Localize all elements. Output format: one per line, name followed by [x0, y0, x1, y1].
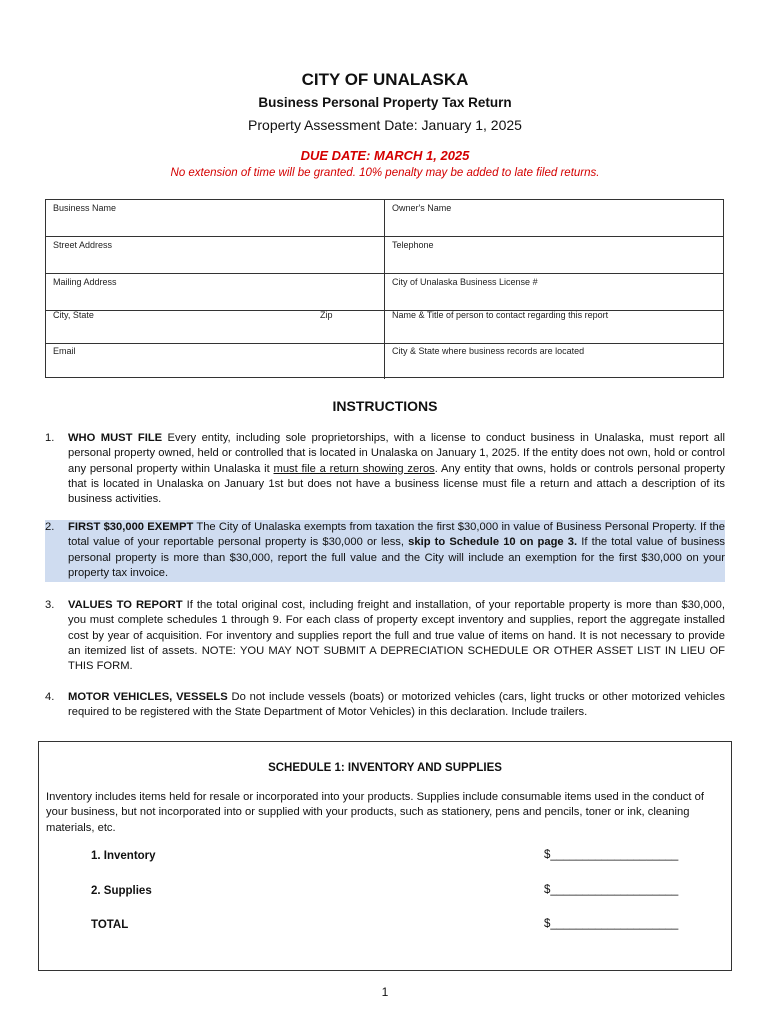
records-location-label: City & State where business records are located: [392, 346, 585, 356]
item-body: [68, 690, 725, 721]
item-text: Every entity, including sole proprietorships, with a license to conduct business in Unalaska, must report all personal property owned, held or controlled that is located in Unalaska on January 1, 2025. If the entity does not own, hold or control any personal property within Unalaska it: [68, 432, 725, 475]
instruction-item-2: [45, 520, 725, 582]
mailing-address-field[interactable]: [46, 274, 384, 310]
telephone-label: Telephone: [392, 240, 434, 250]
item-underline-text: must file a return showing zeros: [273, 462, 435, 475]
license-label: City of Unalaska Business License #: [392, 277, 538, 287]
instruction-item-1: [45, 431, 725, 507]
item-title: VALUES TO REPORT: [68, 599, 183, 611]
item-title: FIRST $30,000 EXEMPT: [68, 521, 194, 533]
supplies-amount-field[interactable]: $____________________: [544, 884, 679, 896]
item-number: 4.: [45, 691, 55, 703]
info-row-3: [46, 274, 723, 311]
business-name-field[interactable]: [46, 200, 384, 236]
item-title: WHO MUST FILE: [68, 432, 163, 444]
supplies-label: 2. Supplies: [91, 885, 152, 897]
no-extension-notice: No extension of time will be granted. 10% penalty may be added to late filed returns.: [170, 167, 600, 179]
item-body: [68, 520, 725, 581]
street-address-field[interactable]: [46, 237, 384, 273]
total-label: TOTAL: [91, 919, 129, 931]
records-location-field[interactable]: [384, 343, 723, 379]
info-row-5: [46, 343, 723, 379]
item-title: MOTOR VEHICLES, VESSELS: [68, 691, 228, 703]
info-row-1: [46, 200, 723, 237]
owners-name-field[interactable]: [384, 200, 723, 236]
item-text: The City of Unalaska exempts from taxation the first $30,000 in value of Business Personal Property. If the total value of your reportable personal property is $30,000 or less,: [68, 521, 725, 549]
street-address-label: Street Address: [53, 240, 113, 250]
city-state-field[interactable]: [46, 307, 384, 343]
item-body: [68, 598, 725, 674]
assessment-date: Property Assessment Date: January 1, 2025: [248, 117, 522, 133]
license-field[interactable]: [384, 274, 723, 310]
email-field[interactable]: [46, 343, 384, 379]
city-state-label: City, State: [53, 310, 94, 320]
business-name-label: Business Name: [53, 203, 117, 213]
due-date: DUE DATE: MARCH 1, 2025: [300, 148, 470, 163]
item-text: Do not include vessels (boats) or motorized vehicles (cars, light trucks or other motorized vehicles required to be registered with the State Department of Motor Vehicles) in this declaration. Include trailers.: [68, 691, 725, 719]
business-info-table: [45, 199, 724, 378]
page-number: 1: [381, 985, 389, 999]
form-title: Business Personal Property Tax Return: [258, 95, 512, 110]
inventory-label: 1. Inventory: [91, 850, 156, 862]
item-text-cont: If the total value of business personal property is more than $30,000, report the full value and the City will include an exemption for the first $30,000 on your property tax invoice.: [68, 536, 726, 579]
item-number: 3.: [45, 599, 55, 611]
item-text-cont: . Any entity that owns, holds or controls personal property that is located in Unalaska on January 1st but does not have a business license must file a return and attach a description of its business activities.: [68, 462, 725, 506]
contact-label: Name & Title of person to contact regarding this report: [392, 310, 609, 320]
instruction-item-4: [45, 690, 725, 736]
owners-name-label: Owner's Name: [392, 203, 452, 213]
item-bold-text: skip to Schedule 10 on page 3.: [408, 536, 578, 549]
mailing-address-label: Mailing Address: [53, 277, 117, 287]
item-text: If the total original cost, including freight and installation, of your reportable property is more than $30,000, you must complete schedules 1 through 9. For each class of property except inventory and supplies, report the aggregate installed cost by year of acquisition. For inventory and supplies report the full and true value of items on hand. It is not necessary to provide an itemized list of assets. NOTE: YOU MAY NOT SUBMIT A DEPRECIATION SCHEDULE OR OTHER ASSET LIST IN LIEU OF THIS FORM.: [68, 599, 725, 673]
info-row-2: [46, 237, 723, 274]
item-number: 1.: [45, 432, 55, 444]
info-row-4: [46, 307, 723, 344]
telephone-field[interactable]: [384, 237, 723, 273]
item-number: 2.: [45, 521, 55, 533]
contact-field[interactable]: [384, 307, 723, 343]
zip-label: Zip: [320, 310, 333, 320]
city-title: CITY OF UNALASKA: [301, 70, 469, 89]
schedule-1-title: SCHEDULE 1: INVENTORY AND SUPPLIES: [268, 762, 502, 774]
total-amount-field[interactable]: $____________________: [544, 918, 679, 930]
inventory-amount-field[interactable]: $____________________: [544, 849, 679, 861]
schedule-1-box: [38, 741, 732, 971]
email-label: Email: [53, 346, 76, 356]
instruction-item-3: [45, 598, 725, 676]
item-body: [68, 431, 725, 507]
instructions-heading: INSTRUCTIONS: [332, 398, 438, 414]
schedule-1-description: Inventory includes items held for resale or incorporated into your products. Supplies include consumable items used in the conduct of your business, but not incorporated into or supplied with your products, such as stationery, pens and pencils, toner or ink, cleaning materials, etc.: [46, 791, 704, 834]
